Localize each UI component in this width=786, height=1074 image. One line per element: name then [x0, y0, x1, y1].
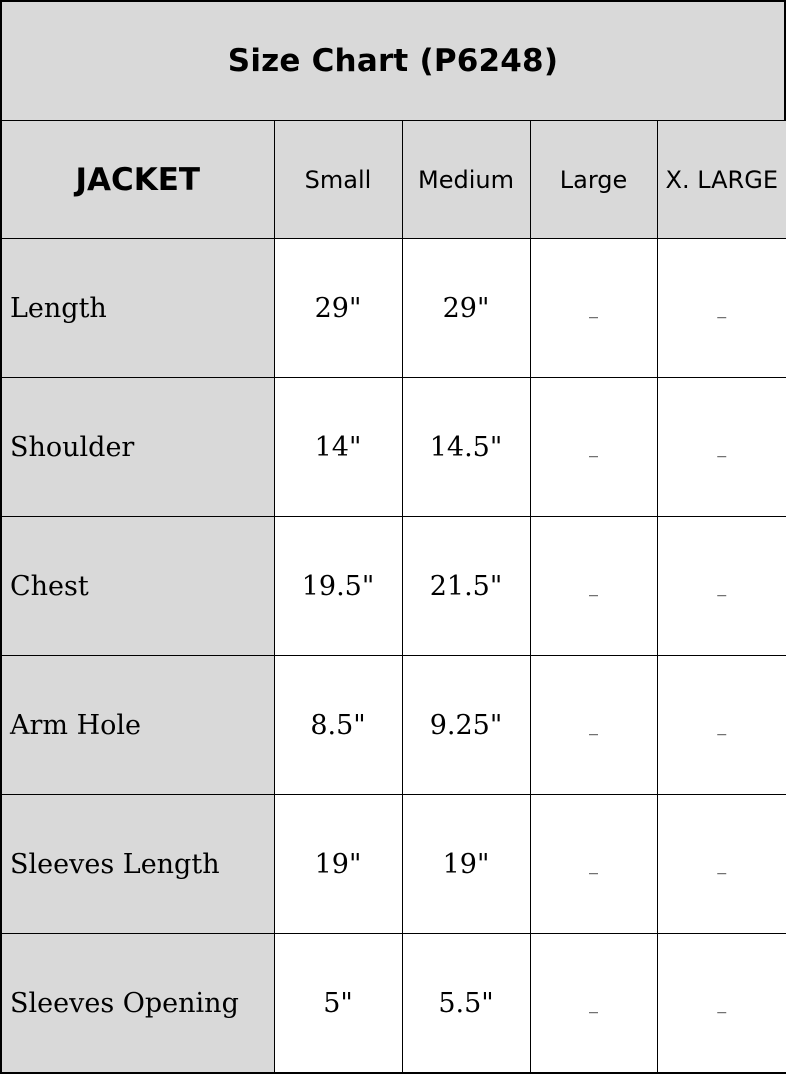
value-cell: _: [657, 378, 786, 517]
value-cell: 14.5": [402, 378, 530, 517]
size-header-small: Small: [274, 121, 402, 239]
value-cell: _: [657, 656, 786, 795]
value-cell: _: [530, 239, 657, 378]
table-row: [1, 378, 786, 517]
size-table: [0, 120, 786, 1074]
table-row: [1, 656, 786, 795]
table-row: [1, 239, 786, 378]
header-row: [1, 121, 786, 239]
measurement-label: Arm Hole: [1, 656, 274, 795]
table-row: [1, 795, 786, 934]
size-header-medium: Medium: [402, 121, 530, 239]
value-cell: _: [657, 239, 786, 378]
value-cell: 19.5": [274, 517, 402, 656]
value-cell: _: [530, 378, 657, 517]
size-header-xlarge: X. LARGE: [657, 121, 786, 239]
measurement-label: Length: [1, 239, 274, 378]
value-cell: 5.5": [402, 934, 530, 1074]
value-cell: _: [530, 795, 657, 934]
table-row: [1, 934, 786, 1074]
chart-title: Size Chart (P6248): [227, 43, 559, 79]
value-cell: 9.25": [402, 656, 530, 795]
value-cell: 19": [402, 795, 530, 934]
value-cell: 29": [274, 239, 402, 378]
measurement-label: Shoulder: [1, 378, 274, 517]
category-header: JACKET: [1, 121, 274, 239]
value-cell: 21.5": [402, 517, 530, 656]
measurement-label: Sleeves Opening: [1, 934, 274, 1074]
value-cell: 5": [274, 934, 402, 1074]
value-cell: _: [657, 517, 786, 656]
value-cell: _: [530, 517, 657, 656]
value-cell: _: [530, 934, 657, 1074]
value-cell: 29": [402, 239, 530, 378]
table-row: [1, 517, 786, 656]
measurement-label: Sleeves Length: [1, 795, 274, 934]
value-cell: 8.5": [274, 656, 402, 795]
value-cell: _: [657, 934, 786, 1074]
measurement-label: Chest: [1, 517, 274, 656]
value-cell: _: [657, 795, 786, 934]
size-header-large: Large: [530, 121, 657, 239]
value-cell: 14": [274, 378, 402, 517]
title-bar: [0, 0, 786, 121]
value-cell: _: [530, 656, 657, 795]
value-cell: 19": [274, 795, 402, 934]
